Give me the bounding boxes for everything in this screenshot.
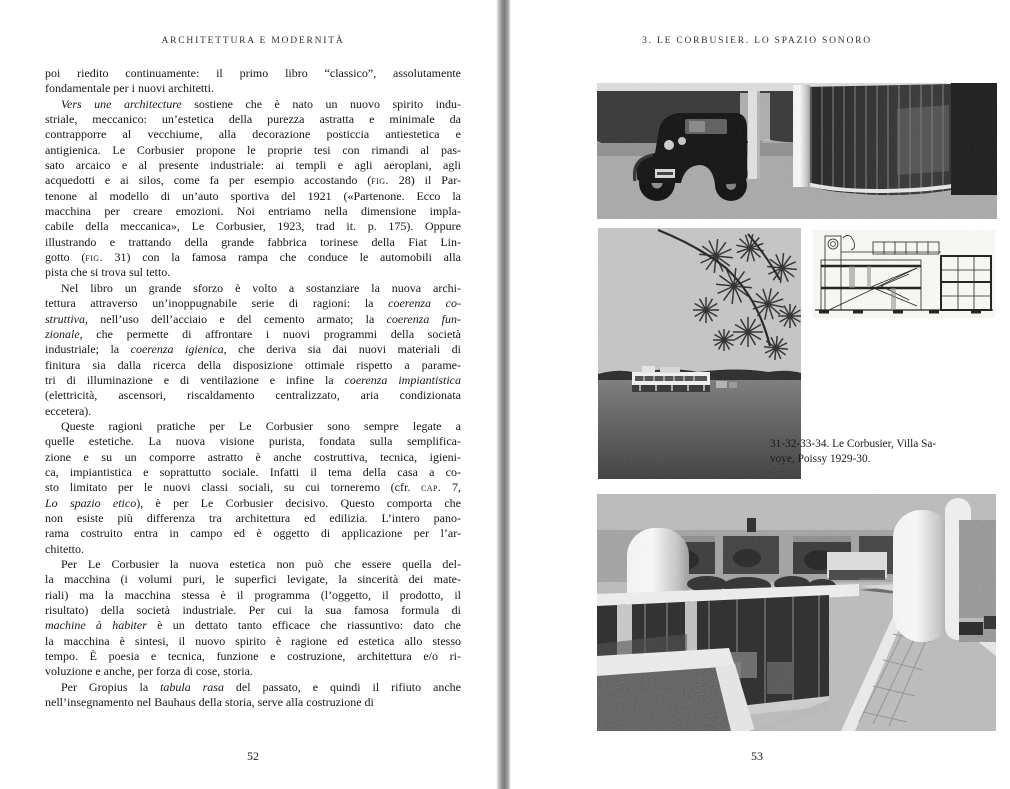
- left-page-number: 52: [247, 749, 259, 763]
- text-line: industriale; la coerenza igienica, che deriva sia dai nuovi materiali di: [45, 342, 461, 357]
- text-line: riali) ma la macchina stessa è il programma (l’oggetto, il prodotto, il: [45, 587, 461, 602]
- text-line: (elettricità, ascensori, riscaldamento centralizzato, aria condizionata: [45, 388, 461, 403]
- text-line: Queste ragioni pratiche per Le Corbusier sono sempre legate a: [61, 418, 461, 433]
- text-line: rama costruito entra in campo ed è oggetto di applicazione per l’ar-: [45, 526, 461, 541]
- text-line: Lo spazio etico), è per Le Corbusier decisivo. Questo comporta che: [45, 495, 461, 510]
- text-line: gotto (fig. 31) con la famosa rampa che conduce le automobili alla: [45, 250, 461, 265]
- text-line: la macchina è sintesi, il nuovo spirito è ragione ed estetica allo stesso: [45, 633, 461, 648]
- text-line: chitetto.: [45, 541, 84, 556]
- text-line: pista che si trova sul tetto.: [45, 265, 171, 280]
- photo-roof-terrace-ramp-image: [597, 494, 996, 731]
- text-line: tenone al modello di un’auto sportiva del 1921 («Partenone. Ecco la: [45, 188, 461, 203]
- left-running-head: ARCHITETTURA E MODERNITÀ: [161, 36, 345, 46]
- photo-car-at-pilotis-image: [597, 83, 997, 219]
- text-line: poi riedito continuamente: il primo libro “classico”, assolutamente: [45, 66, 461, 80]
- figure-caption-line1: 31-32-33-34. Le Corbusier, Villa Sa-: [770, 438, 937, 450]
- text-line: Nel libro un grande sforzo è volto a sostanziare la nuova archi-: [61, 280, 461, 295]
- text-line: non esiste più differenza tra architettura ed edilizia. L’intero pano-: [45, 510, 461, 525]
- text-line: voluzione e anche, per forza di cose, storia.: [45, 664, 253, 679]
- text-line: eccetera).: [45, 403, 92, 418]
- text-line: Per Le Corbusier la nuova estetica non può che essere quella del-: [61, 557, 461, 571]
- photo-roof-terrace-ramp: [597, 494, 996, 731]
- text-line: ca, impiantistica e soprattutto sociale. Infatti il tema della casa a co-: [45, 464, 461, 479]
- photo-car-at-pilotis: [597, 83, 997, 219]
- text-line: cabile della meccanica», Le Corbusier, 1923, trad it. p. 175). Oppure: [45, 219, 461, 234]
- text-line: contrapporre al vecchiume, alla decorazione posticcia antiestetica e: [45, 127, 461, 142]
- text-line: macchina per creare emozioni. Noi entriamo nella dimensione impla-: [45, 204, 461, 219]
- figure-caption-line2: voye, Poissy 1929-30.: [770, 452, 871, 465]
- text-line: acquedotti e ai silos, come fa per esempio accostando (fig. 28) il Par-: [45, 173, 461, 188]
- drawing-villa-section: [813, 230, 995, 318]
- book-gutter: [496, 0, 511, 789]
- text-line: antigienica. Le Corbusier propone le proprie tesi con rimandi al pas-: [45, 142, 461, 157]
- body-text: [45, 66, 461, 710]
- text-line: Per Gropius la tabula rasa del passato, e quindi il rifiuto anche: [61, 679, 461, 694]
- text-line: fondamentale per i nuovi architetti.: [45, 81, 214, 96]
- text-line: zione e su un comporre astratto è anche costruttiva, tecnica, igieni-: [45, 449, 461, 464]
- text-line: illustrando e trattando della grande fabbrica torinese della Fiat Lin-: [45, 234, 461, 249]
- figure-caption: [770, 437, 962, 467]
- text-line: quelle estetiche. La nuova visione purista, fondata sulla semplifica-: [45, 434, 461, 449]
- right-running-head: 3. LE CORBUSIER. LO SPAZIO SONORO: [642, 36, 872, 46]
- text-line: risultato) della società industriale. Per cui la sua famosa formula di: [45, 603, 461, 618]
- text-line: zionale, che permette di affrontare i nuovi programmi della società: [45, 326, 461, 341]
- drawing-villa-section-image: [813, 230, 995, 318]
- text-line: Vers une architecture sostiene che è nato un nuovo spirito indu-: [61, 96, 462, 111]
- text-line: nell’insegnamento nel Bauhaus della storia, serve alla costruzione di: [45, 695, 374, 710]
- text-line: machine à habiter è un dettato tanto efficace che riassuntivo: dato che: [45, 618, 461, 633]
- text-line: tettura attraverso un’inoppugnabile serie di ragioni: la coerenza co-: [45, 296, 461, 311]
- text-line: sato arcaico e al presente industriale: ai templi e agli aeroplani, agli: [45, 158, 461, 173]
- text-line: la macchina (i volumi puri, le superfici levigate, la sincerità dei mate-: [45, 572, 461, 587]
- text-line: struttiva, nell’uso dell’acciaio e del cemento armato; la coerenza fun-: [45, 311, 461, 326]
- text-line: tempo. È poesia e tecnica, funzione e costruzione, architettura e/o ri-: [45, 649, 461, 664]
- text-line: sto limitato per le nuovi classi sociali, su cui torneremo (cfr. cap. 7,: [45, 480, 462, 495]
- text-line: tri di illuminazione e di ventilazione e infine la coerenza impiantistica: [45, 372, 461, 387]
- text-line: striale, meccanico: un’estetica della purezza astratta e minimale da: [45, 112, 461, 127]
- right-page-number: 53: [751, 749, 763, 763]
- text-line: finitura sia dalla ricerca della disposizione ottimale rispetto a parame-: [45, 357, 461, 372]
